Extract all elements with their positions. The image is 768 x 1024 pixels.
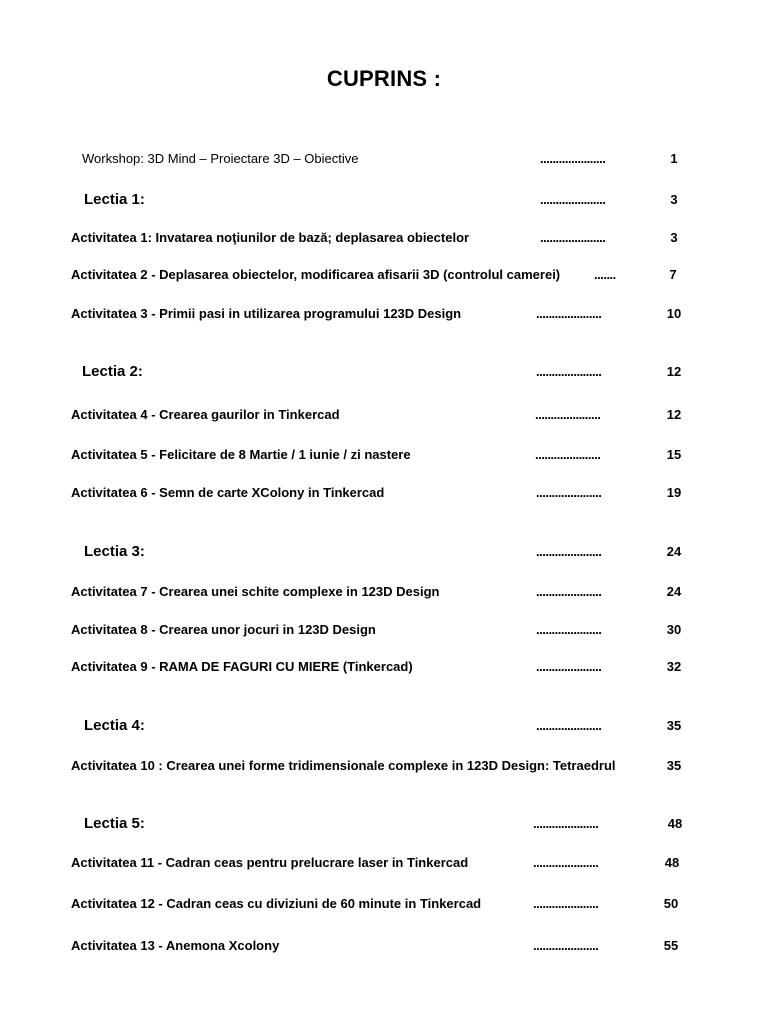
toc-entry-leader-dots: ..................... [533, 816, 599, 831]
toc-entry-label: Lectia 4: [84, 717, 145, 734]
toc-entry-activitatea-6 [0, 483, 768, 503]
toc-entry-label: Activitatea 2 - Deplasarea obiectelor, modificarea afisarii 3D (controlul camerei) [71, 267, 561, 282]
toc-entry-label: Lectia 2: [82, 363, 143, 380]
toc-entry-label: Activitatea 4 - Crearea gaurilor in Tinkercad [71, 407, 340, 422]
toc-entry-label: Activitatea 10 : Crearea unei forme tridimensionale complexe in 123D Design: Tetraedrul [71, 758, 616, 773]
toc-entry-page-number: 30 [666, 622, 682, 637]
toc-entry-page-number: 12 [666, 364, 682, 379]
toc-entry-lectia-1 [0, 190, 768, 210]
toc-entry-page-number: 7 [669, 267, 677, 282]
toc-entry-activitatea-7 [0, 582, 768, 602]
toc-entry-label: Activitatea 11 - Cadran ceas pentru prelucrare laser in Tinkercad [71, 855, 469, 870]
toc-entry-lectia-3 [0, 542, 768, 562]
toc-entry-activitatea-9 [0, 657, 768, 677]
toc-entry-leader-dots: ..................... [533, 855, 599, 870]
toc-entry-leader-dots: ..................... [536, 364, 602, 379]
toc-entry-activitatea-12 [0, 894, 768, 914]
toc-entry-page-number: 48 [667, 816, 683, 831]
toc-entry-leader-dots: ..................... [535, 407, 601, 422]
toc-entry-activitatea-1 [0, 228, 768, 248]
toc-entry-label: Activitatea 9 - RAMA DE FAGURI CU MIERE (Tinkercad) [71, 659, 413, 674]
toc-entry-label: Activitatea 6 - Semn de carte XColony in Tinkercad [71, 485, 385, 500]
toc-entry-label: Activitatea 8 - Crearea unor jocuri in 123D Design [71, 622, 376, 637]
toc-entry-label: Activitatea 7 - Crearea unei schite complexe in 123D Design [71, 584, 440, 599]
toc-entry-page-number: 3 [670, 230, 678, 245]
toc-entry-leader-dots: ..................... [533, 938, 599, 953]
toc-entry-label: Activitatea 12 - Cadran ceas cu diviziuni de 60 minute in Tinkercad [71, 896, 482, 911]
toc-entry-page-number: 50 [663, 896, 679, 911]
toc-entry-lectia-2 [0, 362, 768, 382]
toc-entry-leader-dots: ..................... [533, 896, 599, 911]
toc-entry-label: Activitatea 5 - Felicitare de 8 Martie / 1 iunie / zi nastere [71, 447, 411, 462]
toc-entry-leader-dots: ....... [594, 267, 616, 282]
toc-entry-activitatea-5 [0, 445, 768, 465]
toc-entry-activitatea-10 [0, 756, 768, 776]
toc-entry-activitatea-11 [0, 853, 768, 873]
toc-entry-label: Activitatea 3 - Primii pasi in utilizarea programului 123D Design [71, 306, 462, 321]
toc-entry-activitatea-3 [0, 304, 768, 324]
toc-entry-label: Workshop: 3D Mind – Proiectare 3D – Obiective [82, 151, 359, 166]
toc-entry-leader-dots: ..................... [540, 230, 606, 245]
toc-entry-label: Activitatea 1: Invatarea noţiunilor de bază; deplasarea obiectelor [71, 230, 470, 245]
toc-entry-lectia-4 [0, 716, 768, 736]
toc-entry-page-number: 19 [666, 485, 682, 500]
toc-entry-page-number: 3 [670, 192, 678, 207]
toc-entry-page-number: 35 [666, 758, 682, 773]
toc-entry-page-number: 24 [666, 544, 682, 559]
toc-entry-label: Lectia 1: [84, 191, 145, 208]
toc-entry-leader-dots: ..................... [536, 718, 602, 733]
toc-entry-lectia-5 [0, 814, 768, 834]
toc-entry-leader-dots: ..................... [536, 622, 602, 637]
toc-entry-leader-dots: ..................... [536, 659, 602, 674]
toc-entry-label: Lectia 3: [84, 543, 145, 560]
toc-entry-leader-dots: ..................... [535, 447, 601, 462]
toc-entry-label: Lectia 5: [84, 815, 145, 832]
toc-entry-page-number: 35 [666, 718, 682, 733]
toc-entry-page-number: 32 [666, 659, 682, 674]
toc-entry-activitatea-2 [0, 265, 768, 285]
toc-entry-page-number: 15 [666, 447, 682, 462]
toc-entry-activitatea-4 [0, 405, 768, 425]
toc-entry-page-number: 24 [666, 584, 682, 599]
page-title: CUPRINS : [326, 66, 442, 91]
toc-entry-page-number: 10 [666, 306, 682, 321]
toc-entry-page-number: 48 [664, 855, 680, 870]
toc-entry-leader-dots: ..................... [536, 544, 602, 559]
toc-entry-page-number: 12 [666, 407, 682, 422]
toc-entry-leader-dots: ..................... [536, 584, 602, 599]
toc-entry-leader-dots: ..................... [540, 151, 606, 166]
toc-entry-leader-dots: ..................... [536, 485, 602, 500]
toc-entry-page-number: 55 [663, 938, 679, 953]
toc-entry-activitatea-13 [0, 936, 768, 956]
toc-entry-label: Activitatea 13 - Anemona Xcolony [71, 938, 280, 953]
toc-entry-page-number: 1 [670, 151, 678, 166]
toc-entry-leader-dots: ..................... [540, 192, 606, 207]
toc-entry-activitatea-8 [0, 620, 768, 640]
toc-entry-workshop [0, 149, 768, 169]
toc-entry-leader-dots: ..................... [536, 306, 602, 321]
